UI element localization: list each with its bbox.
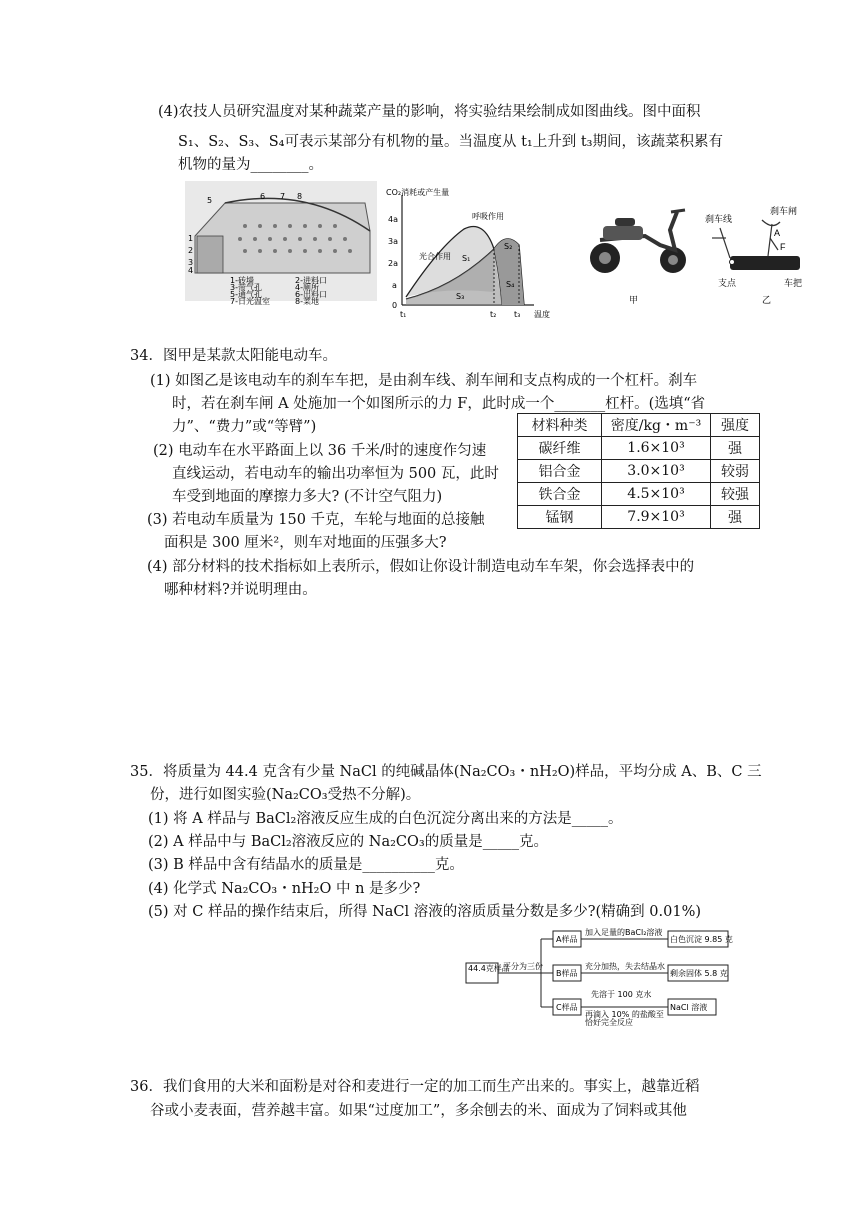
label-A: A [774, 228, 781, 238]
chart-ylabel: CO₂消耗或产生量 [386, 188, 450, 197]
flow-start: 44.4克样品 [468, 964, 510, 973]
table-cell: 碳纤维 [518, 437, 602, 460]
gh-label-6: 6-出料口 [295, 290, 327, 299]
ytick-3a: 3a [388, 237, 398, 246]
curve-photo-label: 光合作用 [419, 252, 451, 261]
label-yi: 乙 [762, 295, 772, 305]
q35-item3: (3) B 样品中含有结晶水的质量是__________克。 [148, 857, 464, 873]
q34-item3-line2: 面积是 300 厘米²，则车对地面的压强多大? [164, 535, 447, 551]
table-cell: 铝合金 [518, 460, 602, 483]
gh-label-3: 3-带气孔 [230, 283, 262, 292]
xtick-t3: t₃ [514, 310, 521, 319]
flow-b-step: 充分加热，失去结晶水 [585, 962, 665, 971]
q36-line2: 谷或小麦表面，营养越丰富。如果“过度加工”，多余刨去的米、面成为了饲料或其他 [150, 1103, 687, 1119]
table-cell: 4.5×10³ [602, 483, 711, 506]
q34-item1-line1: (1) 如图乙是该电动车的刹车车把，是由刹车线、刹车闸和支点构成的一个杠杆。刹车 [150, 373, 698, 389]
gh-label-7: 7-日光温室 [230, 297, 270, 306]
gh-label-5: 5-通气孔 [230, 290, 262, 299]
table-row [518, 483, 760, 506]
flow-a-result: 白色沉淀 9.85 克 [670, 935, 733, 944]
greenhouse-figure [185, 181, 377, 306]
ytick-a: a [392, 281, 397, 290]
gh-num-1: 1 [188, 234, 194, 243]
label-jia: 甲 [629, 295, 639, 305]
table-header-cell: 密度/kg・m⁻³ [602, 414, 711, 437]
q35-item5: (5) 对 C 样品的操作结束后，所得 NaCl 溶液的溶质质量分数是多少?(精确到 0.01%) [148, 904, 702, 920]
gh-label-8: 8-菜地 [295, 297, 319, 306]
gh-num-6: 6 [260, 192, 266, 201]
table-cell: 铁合金 [518, 483, 602, 506]
gh-num-7: 7 [280, 192, 286, 201]
flow-split: 平分为三份 [503, 962, 543, 971]
area-s4: S₄ [506, 280, 515, 289]
q35-line1: 35．将质量为 44.4 克含有少量 NaCl 的纯碱晶体(Na₂CO₃・nH₂O)样品，平均分成 A、B、C 三 [130, 764, 762, 780]
q33-item4-line1: (4)农技人员研究温度对某种蔬菜产量的影响，将实验结果绘制成如图曲线。图中面积 [158, 104, 701, 120]
ytick-0: 0 [392, 301, 398, 310]
label-fulcrum: 支点 [718, 278, 737, 288]
q34-item4-line1: (4) 部分材料的技术指标如上表所示，假如让你设计制造电动车车架，你会选择表中的 [147, 559, 695, 575]
flow-b: B样品 [556, 969, 578, 978]
q36-line1: 36．我们食用的大米和面粉是对谷和麦进行一定的加工而生产出来的。事实上，越靠近稻 [130, 1079, 700, 1095]
table-header-row [518, 414, 760, 437]
gh-num-3: 3 [188, 258, 194, 267]
table-header-cell: 强度 [711, 414, 760, 437]
table-row [518, 460, 760, 483]
label-F: F [780, 242, 786, 252]
table-cell: 1.6×10³ [602, 437, 711, 460]
table-cell: 3.0×10³ [602, 460, 711, 483]
q35-item4: (4) 化学式 Na₂CO₃・nH₂O 中 n 是多少? [148, 881, 421, 897]
area-s1: S₁ [462, 254, 471, 263]
flow-c-step3: 恰好完全反应 [585, 1018, 633, 1027]
ytick-2a: 2a [388, 259, 398, 268]
gh-num-5: 5 [207, 196, 213, 205]
q34-item4-line2: 哪种材料?并说明理由。 [164, 582, 317, 598]
flow-c-step2: 再滴入 10% 的盐酸至 [585, 1010, 664, 1019]
co2-chart-figure [384, 187, 562, 319]
table-row [518, 506, 760, 529]
table-cell: 较强 [711, 483, 760, 506]
xtick-t1: t₁ [400, 310, 407, 319]
gh-label-1: 1-砖墙 [230, 276, 254, 285]
gh-num-2: 2 [188, 246, 194, 255]
table-header-cell: 材料种类 [518, 414, 602, 437]
q35-flow-diagram [463, 925, 735, 1025]
q33-item4-line3: 机物的量为________。 [178, 157, 323, 173]
q34-item1-line3: 力”、“费力”或“等臂”) [172, 419, 317, 435]
q35-line2: 份，进行如图实验(Na₂CO₃受热不分解)。 [150, 787, 421, 803]
q34-item2-line2: 直线运动，若电动车的输出功率恒为 500 瓦，此时 [172, 466, 499, 482]
q33-item4-line2: S₁、S₂、S₃、S₄可表示某部分有机物的量。当温度从 t₁上升到 t₃期间，该蔬菜积累有 [178, 134, 723, 150]
gh-label-4: 4-厕所 [295, 283, 319, 292]
flow-a-step: 加入足量的BaCl₂溶液 [585, 928, 663, 937]
gh-label-2: 2-进料口 [295, 276, 327, 285]
ytick-4a: 4a [388, 215, 398, 224]
xtick-t2: t₂ [490, 310, 497, 319]
table-cell: 锰钢 [518, 506, 602, 529]
materials-table [517, 413, 760, 529]
gh-num-4: 4 [188, 266, 194, 275]
q34-item2-line3: 车受到地面的摩擦力多大? (不计空气阻力) [172, 489, 443, 505]
label-brake-line: 刹车线 [705, 214, 733, 224]
flow-a: A样品 [556, 935, 578, 944]
area-s2: S₂ [504, 242, 513, 251]
q34-item2-line1: (2) 电动车在水平路面上以 36 千米/时的速度作匀速 [153, 443, 487, 459]
flow-b-result: 剩余固体 5.8 克 [670, 969, 728, 978]
curve-resp-label: 呼吸作用 [472, 212, 504, 221]
q35-item1: (1) 将 A 样品与 BaCl₂溶液反应生成的白色沉淀分离出来的方法是_____。 [148, 811, 623, 827]
flow-c-step1: 先溶于 100 克水 [591, 990, 652, 999]
label-handle: 车把 [784, 278, 803, 288]
ebike-figure [575, 200, 695, 310]
q34-item3-line1: (3) 若电动车质量为 150 千克，车轮与地面的总接触 [147, 512, 485, 528]
brake-lever-figure [700, 200, 820, 310]
flow-c-result: NaCl 溶液 [670, 1003, 708, 1012]
table-cell: 较弱 [711, 460, 760, 483]
label-brake: 刹车闸 [770, 206, 798, 216]
area-s3: S₃ [456, 292, 465, 301]
flow-c: C样品 [556, 1003, 578, 1012]
q34-intro: 34．图甲是某款太阳能电动车。 [130, 348, 337, 364]
table-cell: 强 [711, 437, 760, 460]
chart-xlabel: 温度 [534, 310, 550, 319]
table-row [518, 437, 760, 460]
gh-num-8: 8 [297, 192, 303, 201]
table-cell: 强 [711, 506, 760, 529]
table-cell: 7.9×10³ [602, 506, 711, 529]
q35-item2: (2) A 样品中与 BaCl₂溶液反应的 Na₂CO₃的质量是_____克。 [148, 834, 548, 850]
q34-item1-line2: 时，若在刹车闸 A 处施加一个如图所示的力 F，此时成一个_______杠杆。(选填“省 [172, 396, 706, 412]
